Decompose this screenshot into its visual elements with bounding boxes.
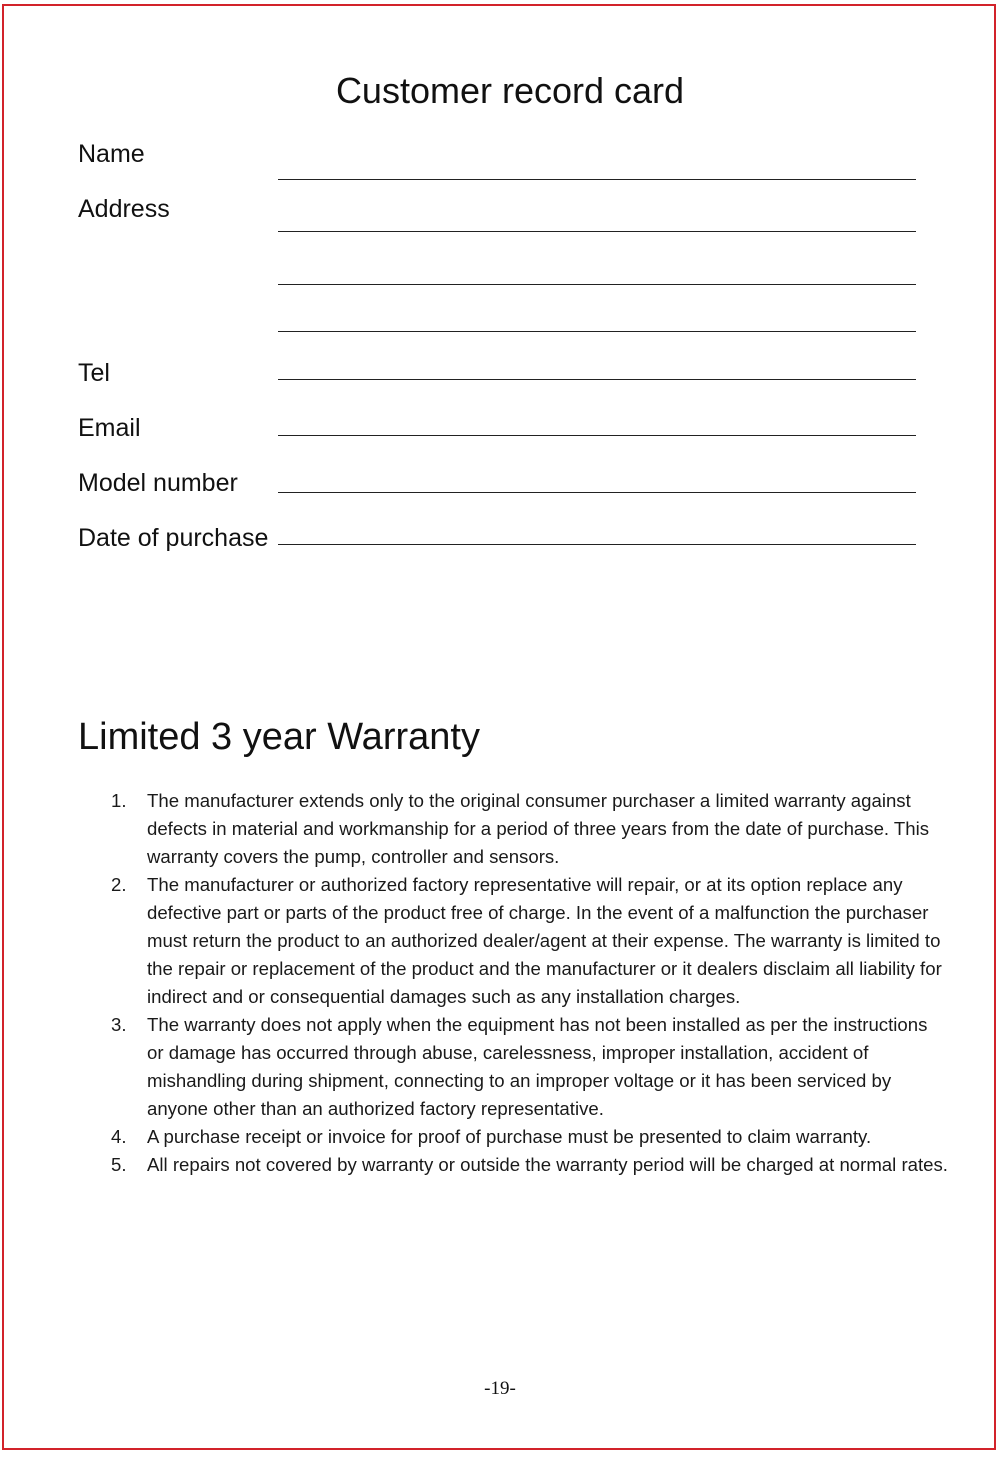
warranty-item (78, 1011, 948, 1123)
name-label: Name (78, 140, 145, 168)
address-field-line-3[interactable] (278, 331, 916, 332)
email-field-line[interactable] (278, 435, 916, 436)
address-field-line-2[interactable] (278, 284, 916, 285)
warranty-item (78, 1123, 948, 1151)
warranty-item-number: 5. (111, 1154, 127, 1175)
warranty-item (78, 871, 948, 1011)
tel-field-line[interactable] (278, 379, 916, 380)
warranty-item-text: The manufacturer or authorized factory representative will repair, or at its option replace any defective part or parts of the product free of charge. In the event of a malfunction the purchaser must return the product to an authorized dealer/agent at their expense. The warranty is limited to the repair or replacement of the product and the manufacturer or it dealers disclaim all liability for indirect and or consequential damages such as any installation charges. (147, 874, 942, 1007)
model-number-field-line[interactable] (278, 492, 916, 493)
date-of-purchase-field-line[interactable] (278, 544, 916, 545)
warranty-item-text: The warranty does not apply when the equipment has not been installed as per the instructions or damage has occurred through abuse, carelessness, improper installation, accident of mishandling during shipment, connecting to an improper voltage or it has been serviced by anyone other than an authorized factory representative. (147, 1014, 928, 1119)
warranty-item-number: 4. (111, 1126, 127, 1147)
email-label: Email (78, 414, 141, 442)
warranty-title: Limited 3 year Warranty (78, 716, 480, 758)
model-number-label: Model number (78, 469, 238, 497)
warranty-item (78, 787, 948, 871)
warranty-item-number: 3. (111, 1014, 127, 1035)
warranty-item-number: 1. (111, 790, 127, 811)
address-field-line-1[interactable] (278, 231, 916, 232)
warranty-item-text: The manufacturer extends only to the original consumer purchaser a limited warranty against defects in material and workmanship for a period of three years from the date of purchase. This warranty covers the pump, controller and sensors. (147, 790, 930, 867)
card-title: Customer record card (335, 70, 685, 111)
page-number: -19- (484, 1378, 516, 1399)
address-label: Address (78, 195, 170, 223)
warranty-list (78, 787, 948, 1179)
warranty-item (78, 1151, 948, 1179)
warranty-item-text: All repairs not covered by warranty or outside the warranty period will be charged at normal rates. (147, 1154, 948, 1175)
warranty-item-text: A purchase receipt or invoice for proof of purchase must be presented to claim warranty. (147, 1126, 872, 1147)
name-field-line[interactable] (278, 179, 916, 180)
tel-label: Tel (78, 359, 110, 387)
date-of-purchase-label: Date of purchase (78, 524, 269, 552)
warranty-item-number: 2. (111, 874, 127, 895)
